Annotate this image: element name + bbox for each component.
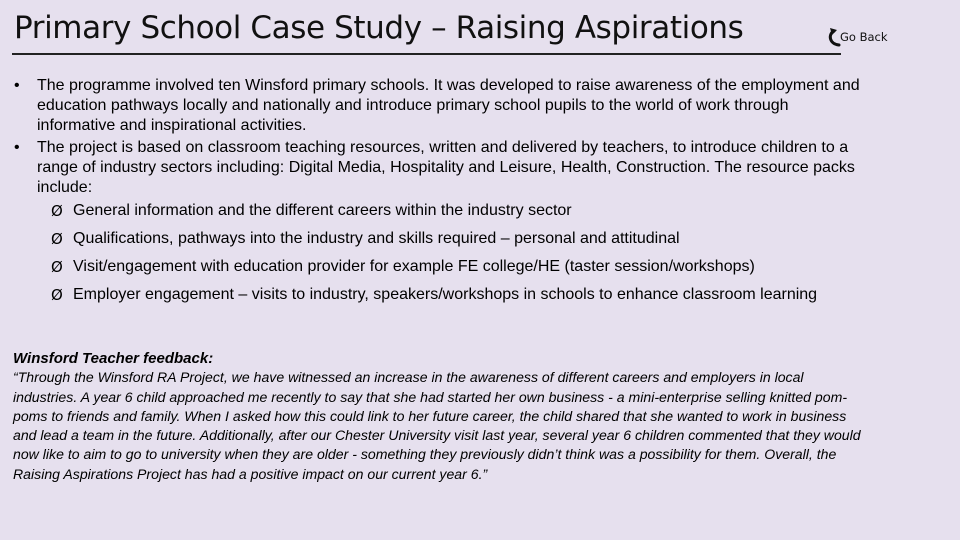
bullet-item bbox=[10, 76, 860, 136]
resource-pack-text: Visit/engagement with education provider for example FE college/HE (taster session/workshops) bbox=[73, 258, 755, 275]
bullet-text: The programme involved ten Winsford primary schools. It was developed to raise awareness of the employment and education pathways locally and nationally and introduce primary school pupils to the world of work through informative and inspirational activities. bbox=[37, 77, 860, 134]
feedback-heading: Winsford Teacher feedback: bbox=[13, 350, 214, 367]
arrow-bullet-icon: Ø bbox=[51, 230, 63, 248]
bullet-marker: • bbox=[14, 77, 20, 94]
arrow-bullet-icon: Ø bbox=[51, 286, 63, 304]
resource-pack-text: General information and the different careers within the industry sector bbox=[73, 202, 572, 219]
slide-body bbox=[10, 76, 860, 313]
feedback-quote: “Through the Winsford RA Project, we have witnessed an increase in the awareness of different careers and employers in local industries. A year 6 child approached me recently to say that she had started her own business - a mini-enterprise selling knitted pom-poms to friends and family. When I asked how this could link to her future career, the child shared that she wanted to work in business and lead a team in the future. Additionally, after our Chester University visit last year, several year 6 children commented that they would now like to aim to go to university when they are older - something they previously didn’t think was a possibility for them. Overall, the Raising Aspirations Project has had a positive impact on our current year 6.” bbox=[13, 369, 861, 482]
resource-pack-list bbox=[10, 201, 860, 305]
resource-pack-text: Qualifications, pathways into the industry and skills required – personal and attitudinal bbox=[73, 230, 680, 247]
slide-title: Primary School Case Study – Raising Aspirations bbox=[14, 10, 744, 46]
resource-pack-item bbox=[10, 201, 860, 221]
bullet-marker: • bbox=[14, 139, 20, 156]
go-back-button[interactable] bbox=[826, 26, 888, 48]
arrow-bullet-icon: Ø bbox=[51, 202, 63, 220]
teacher-feedback bbox=[13, 349, 868, 484]
resource-pack-text: Employer engagement – visits to industry, speakers/workshops in schools to enhance classroom learning bbox=[73, 286, 818, 303]
resource-pack-item bbox=[10, 285, 860, 305]
bullet-item bbox=[10, 138, 860, 198]
arrow-bullet-icon: Ø bbox=[51, 258, 63, 276]
bullet-text: The project is based on classroom teaching resources, written and delivered by teachers, to introduce children to a range of industry sectors including: Digital Media, Hospitality and Leisure, Health, Construction. The resource packs include: bbox=[37, 139, 855, 196]
title-underline bbox=[12, 53, 841, 55]
go-back-label: Go Back bbox=[840, 30, 888, 44]
resource-pack-item bbox=[10, 229, 860, 249]
resource-pack-item bbox=[10, 257, 860, 277]
